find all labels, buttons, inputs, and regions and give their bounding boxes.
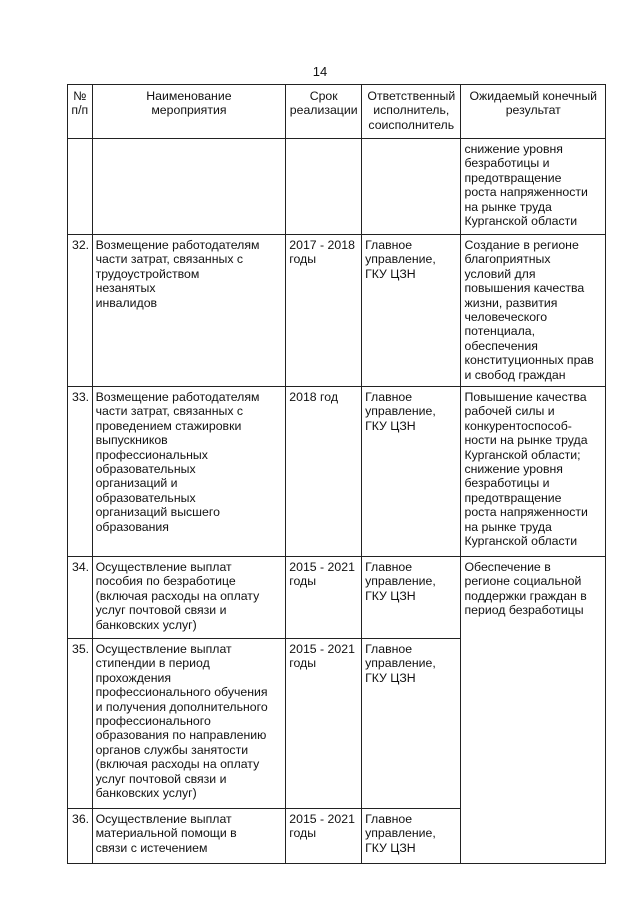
header-result: Ожидаемый конечный результат <box>461 85 606 139</box>
row-number: 32. <box>68 235 93 387</box>
row-result: снижение уровня безработицы и предотвращение роста напряженности на рынке труда Курганской области <box>461 139 606 235</box>
row-responsible: Главное управление, ГКУ ЦЗН <box>362 235 461 387</box>
row-term <box>286 139 362 235</box>
row-name: Возмещение работодателям части затрат, связанных с проведением стажировки выпускников профессиональных образовательных организаций и образовательных организаций высшего образования <box>92 387 286 557</box>
row-responsible <box>362 139 461 235</box>
header-responsible: Ответственный исполнитель, соисполнитель <box>362 85 461 139</box>
page-number: 14 <box>312 64 328 79</box>
table-row <box>68 557 606 639</box>
row-responsible: Главное управление, ГКУ ЦЗН <box>362 557 461 639</box>
row-number: 36. <box>68 809 93 864</box>
table-row <box>68 387 606 557</box>
row-term: 2015 - 2021 годы <box>286 639 362 809</box>
row-result: Повышение качества рабочей силы и конкурентоспособ- ности на рынке труда Курганской области; снижение уровня безработицы и предотвращение роста напряженности на рынке труда Курганской области <box>461 387 606 557</box>
row-name: Осуществление выплат материальной помощи в связи с истечением <box>92 809 286 864</box>
row-responsible: Главное управление, ГКУ ЦЗН <box>362 639 461 809</box>
row-name: Осуществление выплат стипендии в период прохождения профессионального обучения и получения дополнительного профессионального образования по направлению органов службы занятости (включая расходы на оплату услуг почтовой связи и банковских услуг) <box>92 639 286 809</box>
row-term: 2018 год <box>286 387 362 557</box>
measures-table <box>67 84 606 864</box>
table-header-row <box>68 85 606 139</box>
row-name: Возмещение работодателям части затрат, связанных с трудоустройством незанятых инвалидов <box>92 235 286 387</box>
row-name: Осуществление выплат пособия по безработице (включая расходы на оплату услуг почтовой связи и банковских услуг) <box>92 557 286 639</box>
row-number: 34. <box>68 557 93 639</box>
table-row <box>68 235 606 387</box>
row-term: 2017 - 2018 годы <box>286 235 362 387</box>
row-result: Обеспечение в регионе социальной поддержки граждан в период безработицы <box>461 557 606 864</box>
row-responsible: Главное управление, ГКУ ЦЗН <box>362 387 461 557</box>
row-term: 2015 - 2021 годы <box>286 809 362 864</box>
row-responsible: Главное управление, ГКУ ЦЗН <box>362 809 461 864</box>
header-number: № п/п <box>68 85 93 139</box>
table-row <box>68 139 606 235</box>
header-name: Наименование мероприятия <box>92 85 286 139</box>
header-term: Срок реализации <box>286 85 362 139</box>
row-result: Создание в регионе благоприятных условий для повышения качества жизни, развития человеческого потенциала, обеспечения конституционных прав и свобод граждан <box>461 235 606 387</box>
row-number: 33. <box>68 387 93 557</box>
row-name <box>92 139 286 235</box>
row-number <box>68 139 93 235</box>
row-term: 2015 - 2021 годы <box>286 557 362 639</box>
row-number: 35. <box>68 639 93 809</box>
